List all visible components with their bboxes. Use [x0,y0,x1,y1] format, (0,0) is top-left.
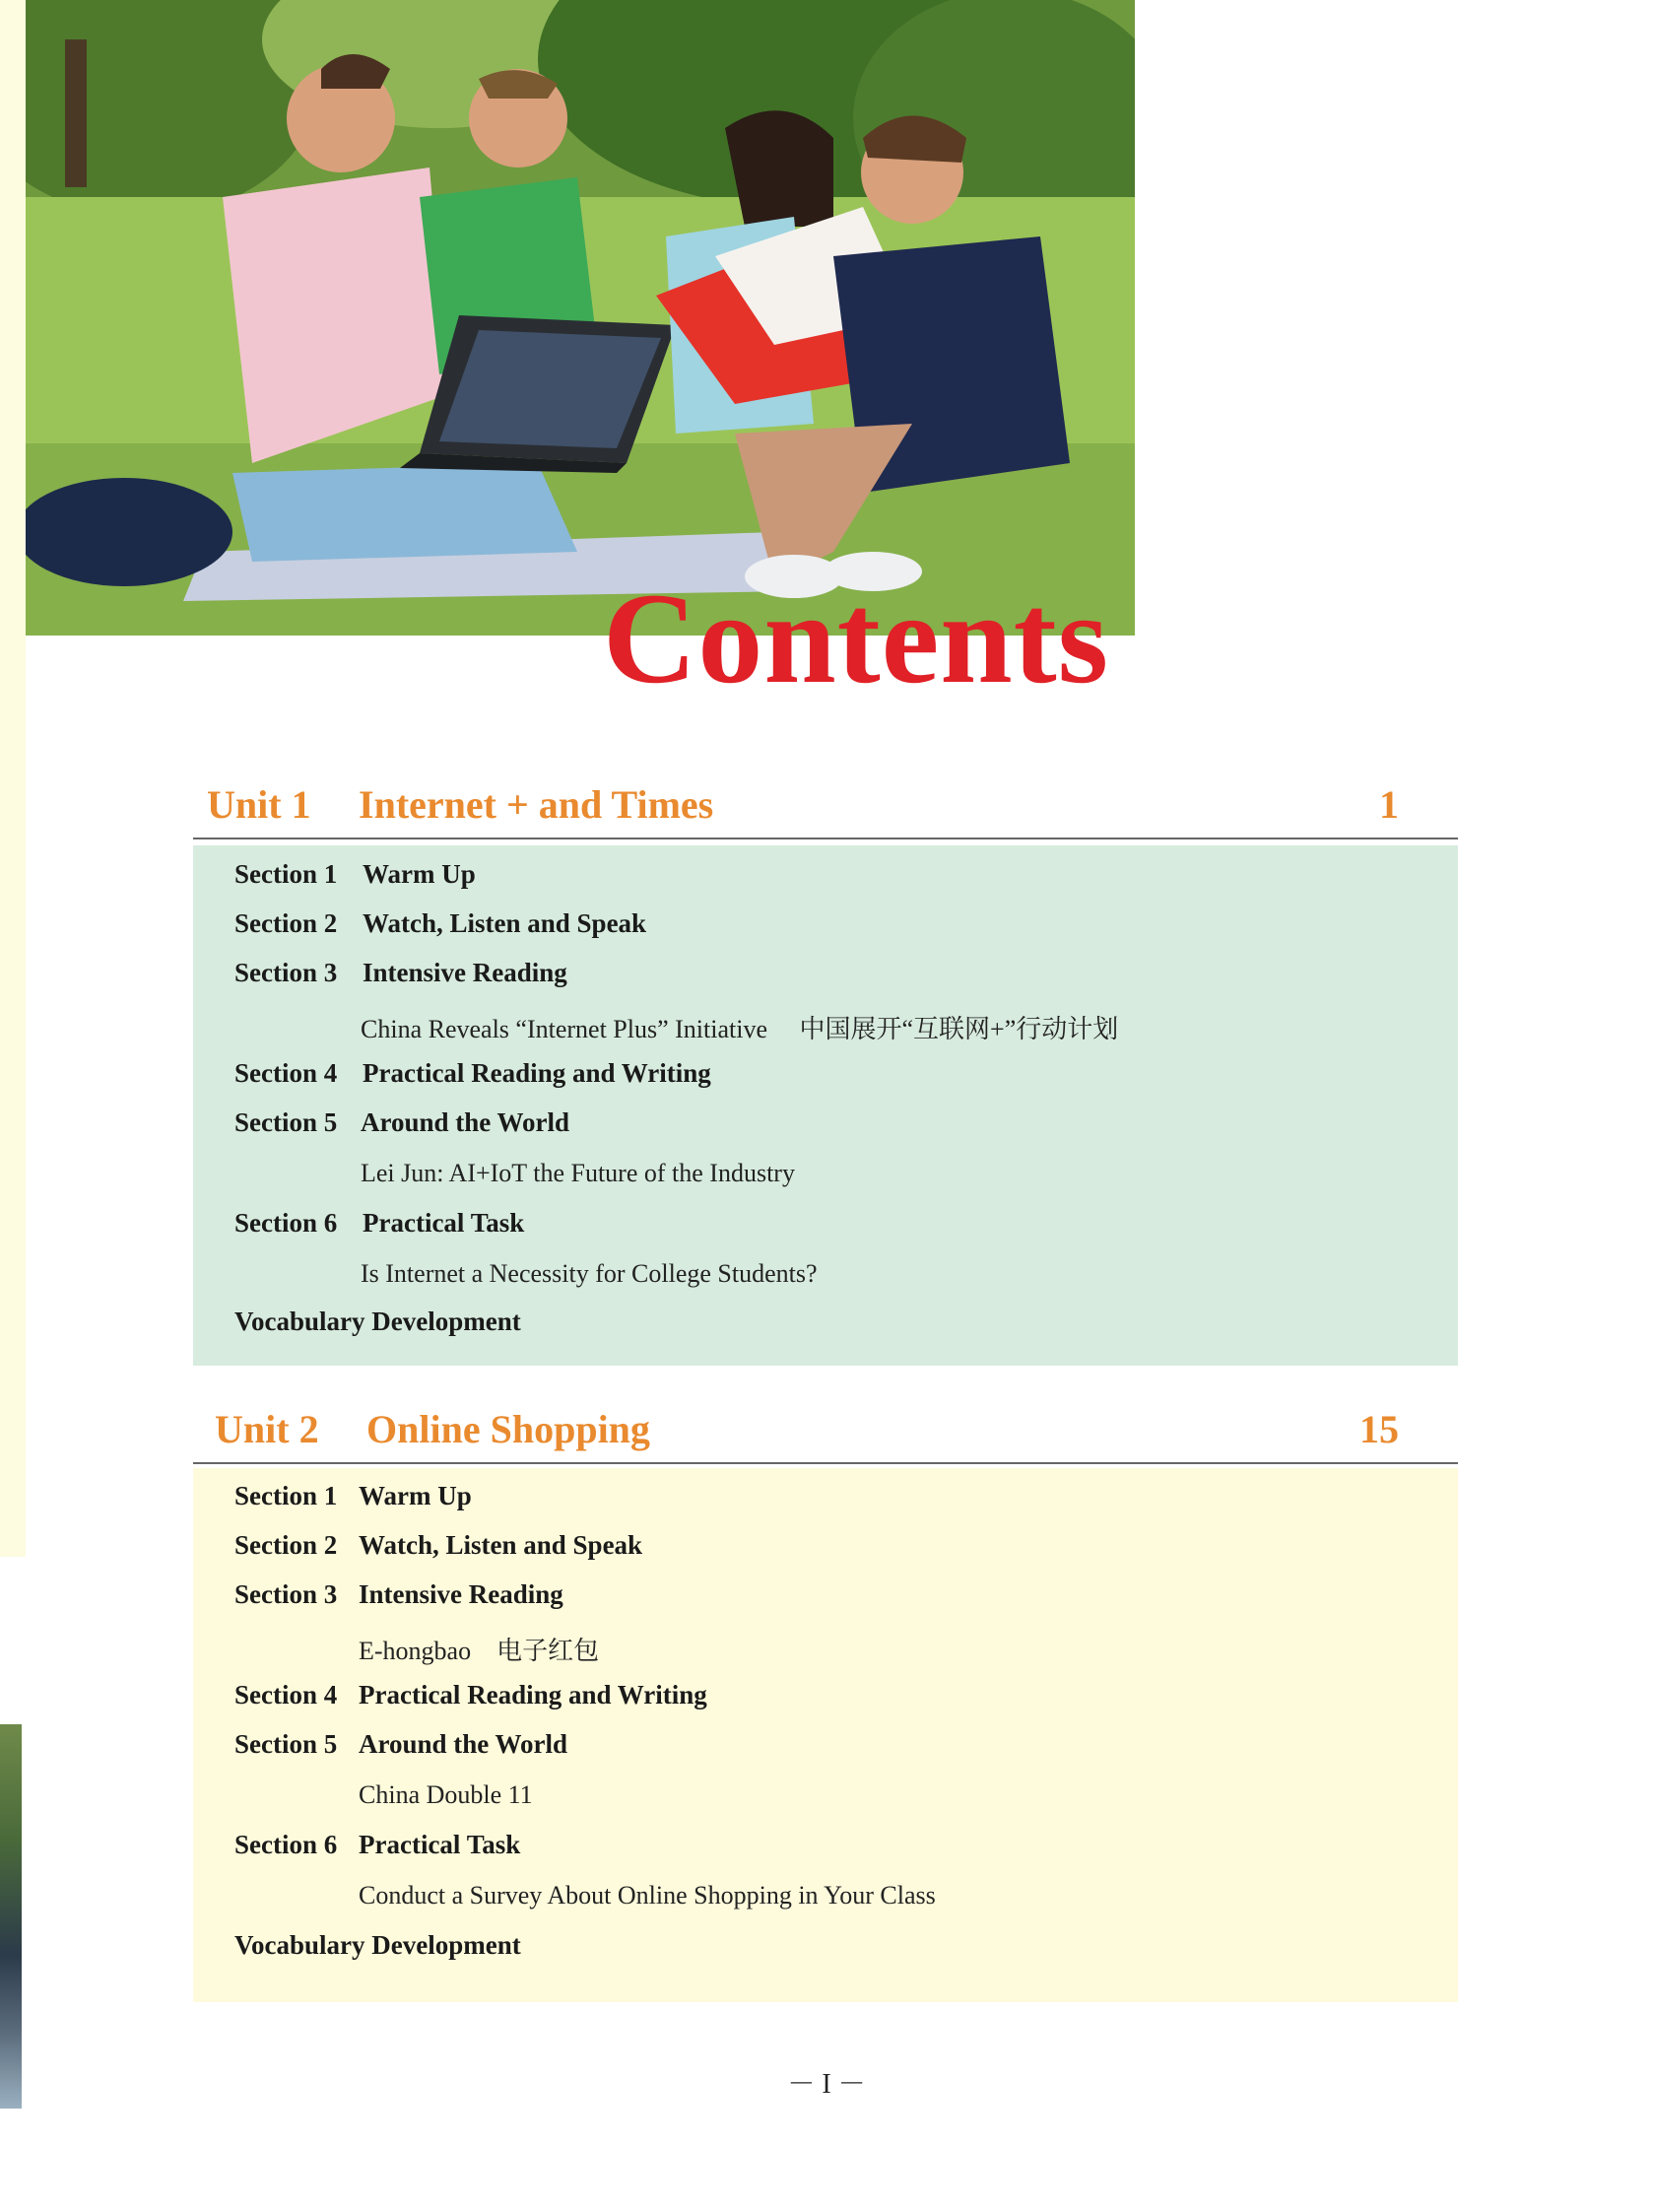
students-studying-outdoors-photo [26,0,1135,636]
section-title: Around the World [359,1729,568,1759]
section-title: Around the World [361,1107,570,1137]
section-number: Section 1 [234,1481,338,1510]
section-number: Section 4 [234,1680,338,1709]
section-title: Warm Up [359,1481,472,1510]
unit-page-number: 1 [1379,782,1399,827]
section-number: Section 5 [234,1107,338,1137]
unit-number: Unit 2 [215,1407,319,1451]
section-number: Section 3 [234,958,338,987]
page-title: Contents [603,566,1110,710]
unit-2-header [193,1403,1458,1464]
section-title: Practical Reading and Writing [363,1058,711,1088]
section-title: Watch, Listen and Speak [359,1530,643,1560]
article-title: China Double 11 [359,1780,533,1809]
unit-1-header [193,778,1458,839]
section-number: Section 1 [234,859,338,889]
vocabulary-development: Vocabulary Development [234,1307,521,1336]
section-title: Watch, Listen and Speak [363,908,647,938]
section-number: Section 2 [234,1530,338,1560]
section-number: Section 3 [234,1579,338,1609]
section-title: Intensive Reading [359,1579,563,1609]
article-title: Lei Jun: AI+IoT the Future of the Industry [361,1159,795,1187]
section-title: Practical Task [359,1830,521,1859]
page-number: － I － [787,2069,866,2100]
unit-title: Online Shopping [366,1407,650,1451]
article-title: Is Internet a Necessity for College Students? [361,1259,818,1288]
section-number: Section 5 [234,1729,338,1759]
vocabulary-development: Vocabulary Development [234,1930,521,1960]
left-margin-strip [0,0,26,1557]
section-number: Section 2 [234,908,338,938]
section-title: Warm Up [363,859,476,889]
unit-title: Internet + and Times [359,782,714,827]
left-edge-photo-fragment [0,1724,22,2109]
section-title: Practical Task [363,1208,525,1238]
unit-page-number: 15 [1359,1407,1399,1451]
section-number: Section 6 [234,1830,338,1859]
section-title: Intensive Reading [363,958,567,987]
article-title: E-hongbao 电子红包 [359,1637,600,1665]
section-number: Section 6 [234,1208,338,1238]
article-title: China Reveals “Internet Plus” Initiative 中国展开“互联网+”行动计划 [361,1015,1119,1043]
unit-number: Unit 1 [207,782,311,827]
section-title: Practical Reading and Writing [359,1680,707,1709]
section-number: Section 4 [234,1058,338,1088]
article-title: Conduct a Survey About Online Shopping in Your Class [359,1881,936,1910]
